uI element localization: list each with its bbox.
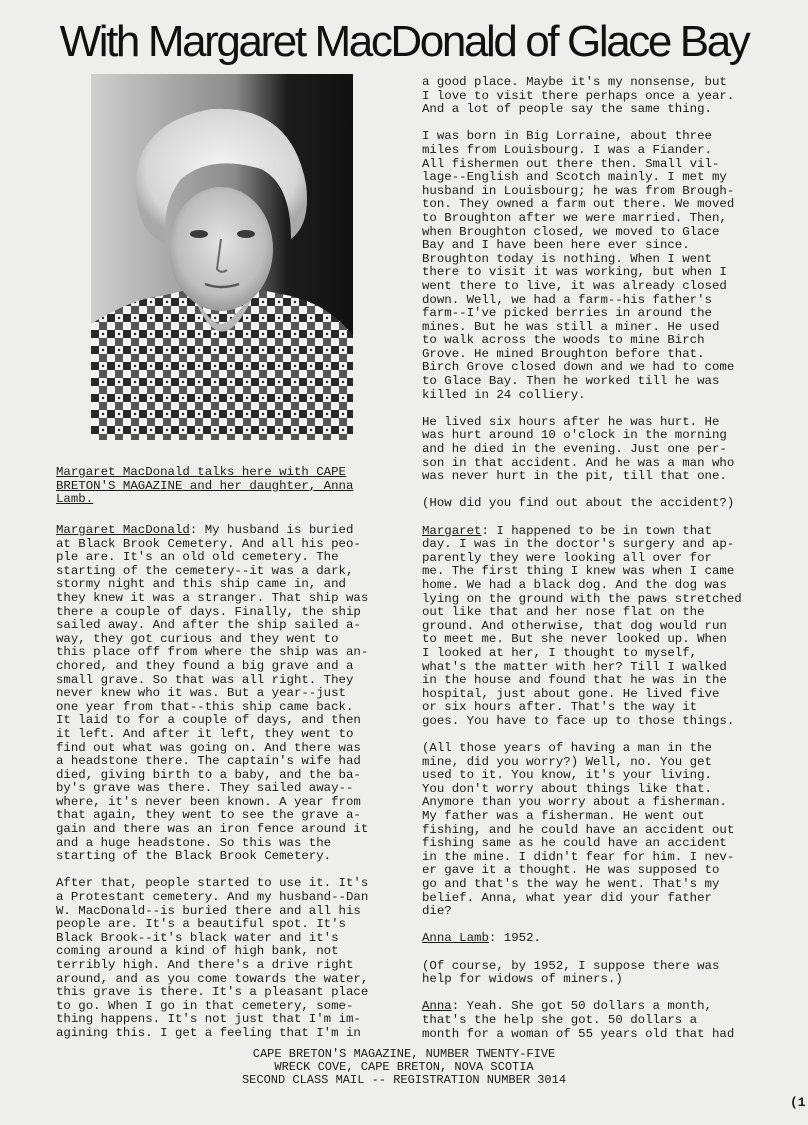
text-line: ton. They owned a farm out there. We moved [422,197,735,212]
text-line: parently they were looking all over for [422,550,712,565]
text-line: way, they got curious and they went to [56,631,339,646]
paragraph [422,497,802,511]
paragraph [422,960,802,987]
text-line: this grave is there. It's a pleasant place [56,985,369,1000]
text-line: starting of the Black Brook Cemetery. [56,849,332,864]
text-line: I love to visit there perhaps once a year. [422,88,735,103]
left-column [56,524,416,1054]
text-line: coming around a kind of high bank, not [56,944,339,959]
text-line: miles from Louisbourg. I was a Fiander. [422,142,712,157]
paragraph [422,1000,802,1041]
caption-line: Margaret MacDonald talks here with CAPE [56,465,346,479]
text-line: (How did you find out about the accident?) [422,496,735,511]
text-line: when Broughton closed, we moved to Glace [422,224,720,239]
text-line: by's grave was there. They sailed away-- [56,781,354,796]
text-line: a good place. Maybe it's my nonsense, but [422,75,727,89]
text-line: never knew who it was. But a year--just [56,686,346,701]
text-line: ground. And otherwise, that dog would run [422,618,727,633]
text-line: I looked at her, I thought to myself, [422,645,698,660]
text-line: He lived six hours after he was hurt. He [422,414,720,429]
text-line: there a couple of days. Finally, the ship [56,604,361,619]
text-line: gain and there was an iron fence around it [56,822,369,837]
text-line: or six hours after. That's the way it [422,700,698,715]
caption-line: BRETON'S MAGAZINE and her daughter, Anna [56,478,354,493]
text-line: lying on the ground with the paws stretched [422,591,742,606]
text-line: this place off from where the ship was an- [56,645,369,660]
text-line: After that, people started to use it. It's [56,876,369,891]
text-line: help for widows of miners.) [422,972,623,987]
text-line: thing happens. It's not just that I'm im- [56,1012,361,1027]
paragraph [422,76,802,117]
caption-line: Lamb. [56,492,94,507]
text-line: what's the matter with her? Till I walked [422,659,727,674]
speaker-name: Anna Lamb [422,931,489,946]
text-line: : 1952. [488,931,541,946]
text-line: farm--I've picked berries in around the [422,306,712,321]
text-line: Broughton today is nothing. When I went [422,251,712,266]
text-line: My father was a fisherman. He went out [422,809,705,824]
paragraph [422,130,802,402]
text-line: they knew it was a stranger. That ship was [56,590,369,605]
text-line: small grave. So that was all right. They [56,672,354,687]
text-line: me. The first thing I knew was when I came [422,564,735,579]
paragraph [56,877,416,1040]
text-line: All fishermen out there then. Small vil- [422,156,720,171]
text-line: agining this. I get a feeling that I'm in [56,1025,361,1040]
text-line: where, it's never been known. A year from [56,794,361,809]
text-line: fishing, and he could have an accident out [422,822,735,837]
text-line: in the mine. I didn't fear for him. I nev- [422,849,735,864]
text-line: er gave it a thought. He was supposed to [422,863,720,878]
text-line: W. MacDonald--is buried there and all his [56,903,361,918]
text-line: Anymore than you worry about a fisherman. [422,795,727,810]
text-line: home. We had a black dog. And the dog was [422,577,727,592]
text-line: day. I was in the doctor's surgery and ap- [422,537,735,552]
text-line: a headstone there. The captain's wife had [56,754,361,769]
paragraph [56,524,416,864]
text-line: was never hurt in the pit, till that one. [422,469,727,484]
text-line: sailed away. And after the ship sailed a- [56,618,361,633]
text-line: ple are. It's an old old cemetery. The [56,550,339,565]
text-line: You don't worry about things like that. [422,781,712,796]
page-title: With Margaret MacDonald of Glace Bay [59,17,749,66]
paragraph [422,416,802,484]
text-line: it left. And after it left, they went to [56,726,354,741]
text-line: people are. It's a beautiful spot. It's [56,917,346,932]
text-line: to walk across the woods to mine Birch [422,333,705,348]
text-line: mines. But he was still a miner. He used [422,319,720,334]
footer-line: WRECK COVE, CAPE BRETON, NOVA SCOTIA [274,1060,534,1074]
text-line: It laid to for a couple of days, and then [56,713,361,728]
text-line: around, and as you come towards the water, [56,971,369,986]
text-line: Bay and I have been here ever since. [422,238,690,253]
text-line: Grove. He mined Broughton before that. [422,346,705,361]
text-line: a Protestant cemetery. And my husband--Dan [56,890,369,905]
text-line: to Glace Bay. Then he worked till he was [422,374,720,389]
right-column [422,76,802,1055]
text-line: terribly high. And there's a drive right [56,958,354,972]
text-line: chored, and they found a big grave and a [56,658,354,673]
text-line: husband in Louisbourg; he was from Brough- [422,183,735,198]
text-line: one year from that--this ship came back. [56,699,354,714]
text-line: Birch Grove closed down and we had to come [422,360,735,375]
text-line: that's the help she got. 50 dollars a [422,1012,698,1027]
text-line: to Broughton after we were married. Then, [422,210,727,225]
footer-line: CAPE BRETON'S MAGAZINE, NUMBER TWENTY-FIVE [252,1047,556,1061]
text-line: mine, did you worry?) Well, no. You get [422,754,712,769]
text-line: : My husband is buried [189,523,354,537]
text-line: there to visit it was working, but when I [422,265,727,280]
text-line: lage--English and Scotch mainly. I met my [422,170,727,185]
paragraph [422,932,802,946]
text-line: and he died in the evening. Just one per- [422,442,727,457]
text-line: Black Brook--it's black water and it's [56,930,339,945]
paragraph [422,742,802,919]
text-line: was hurt around 10 o'clock in the morning [422,428,727,443]
speaker-name: Margaret [422,523,482,538]
portrait-photo [91,74,353,440]
paragraph [422,525,802,729]
text-line: son in that accident. And he was a man who [422,455,735,470]
text-line: out like that and her nose flat on the [422,605,705,620]
text-line: stormy night and this ship came in, and [56,577,346,592]
text-line: month for a woman of 55 years old that had [422,1026,735,1041]
text-line: that again, they went to see the grave a- [56,808,361,823]
speaker-name: Anna [422,999,452,1014]
text-line: fishing same as he could have an accident [422,836,727,851]
text-line: hospital, just about gone. He lived five [422,686,720,701]
text-line: And a lot of people say the same thing. [422,102,712,117]
text-line: at Black Brook Cemetery. And all his peo- [56,536,361,551]
text-line: (Of course, by 1952, I suppose there was [422,958,720,973]
text-line: (All those years of having a man in the [422,741,712,756]
text-line: killed in 24 colliery. [422,387,586,402]
text-line: and a huge headstone. So this was the [56,835,332,850]
text-line: : I happened to be in town that [481,523,713,538]
text-line: belief. Anna, what year did your father [422,890,712,905]
text-line: down. Well, we had a farm--his father's [422,292,712,307]
text-line: find out what was going on. And there was [56,740,361,755]
text-line: to go. When I go in that cemetery, some- [56,998,354,1013]
text-line: died, giving birth to a baby, and the ba- [56,767,361,782]
text-line: : Yeah. She got 50 dollars a month, [451,999,712,1014]
magazine-footer [0,1048,808,1087]
text-line: go and that's the way he went. That's my [422,877,720,892]
page-number: (1 [790,1095,806,1110]
text-line: used to it. You know, it's your living. [422,768,712,783]
text-line: went there to live, it was already closed [422,278,727,293]
speaker-name: Margaret MacDonald [56,523,190,537]
text-line: die? [422,904,452,919]
text-line: to meet me. But she never looked up. When [422,632,727,647]
text-line: starting of the cemetery--it was a dark, [56,563,354,578]
photo-caption [56,466,406,507]
text-line: goes. You have to face up to those things. [422,713,735,728]
text-line: in the house and found that he was in the [422,673,727,688]
text-line: I was born in Big Lorraine, about three [422,129,712,144]
portrait-photo-illustration [91,74,353,440]
footer-line: SECOND CLASS MAIL -- REGISTRATION NUMBER 3014 [241,1073,567,1087]
